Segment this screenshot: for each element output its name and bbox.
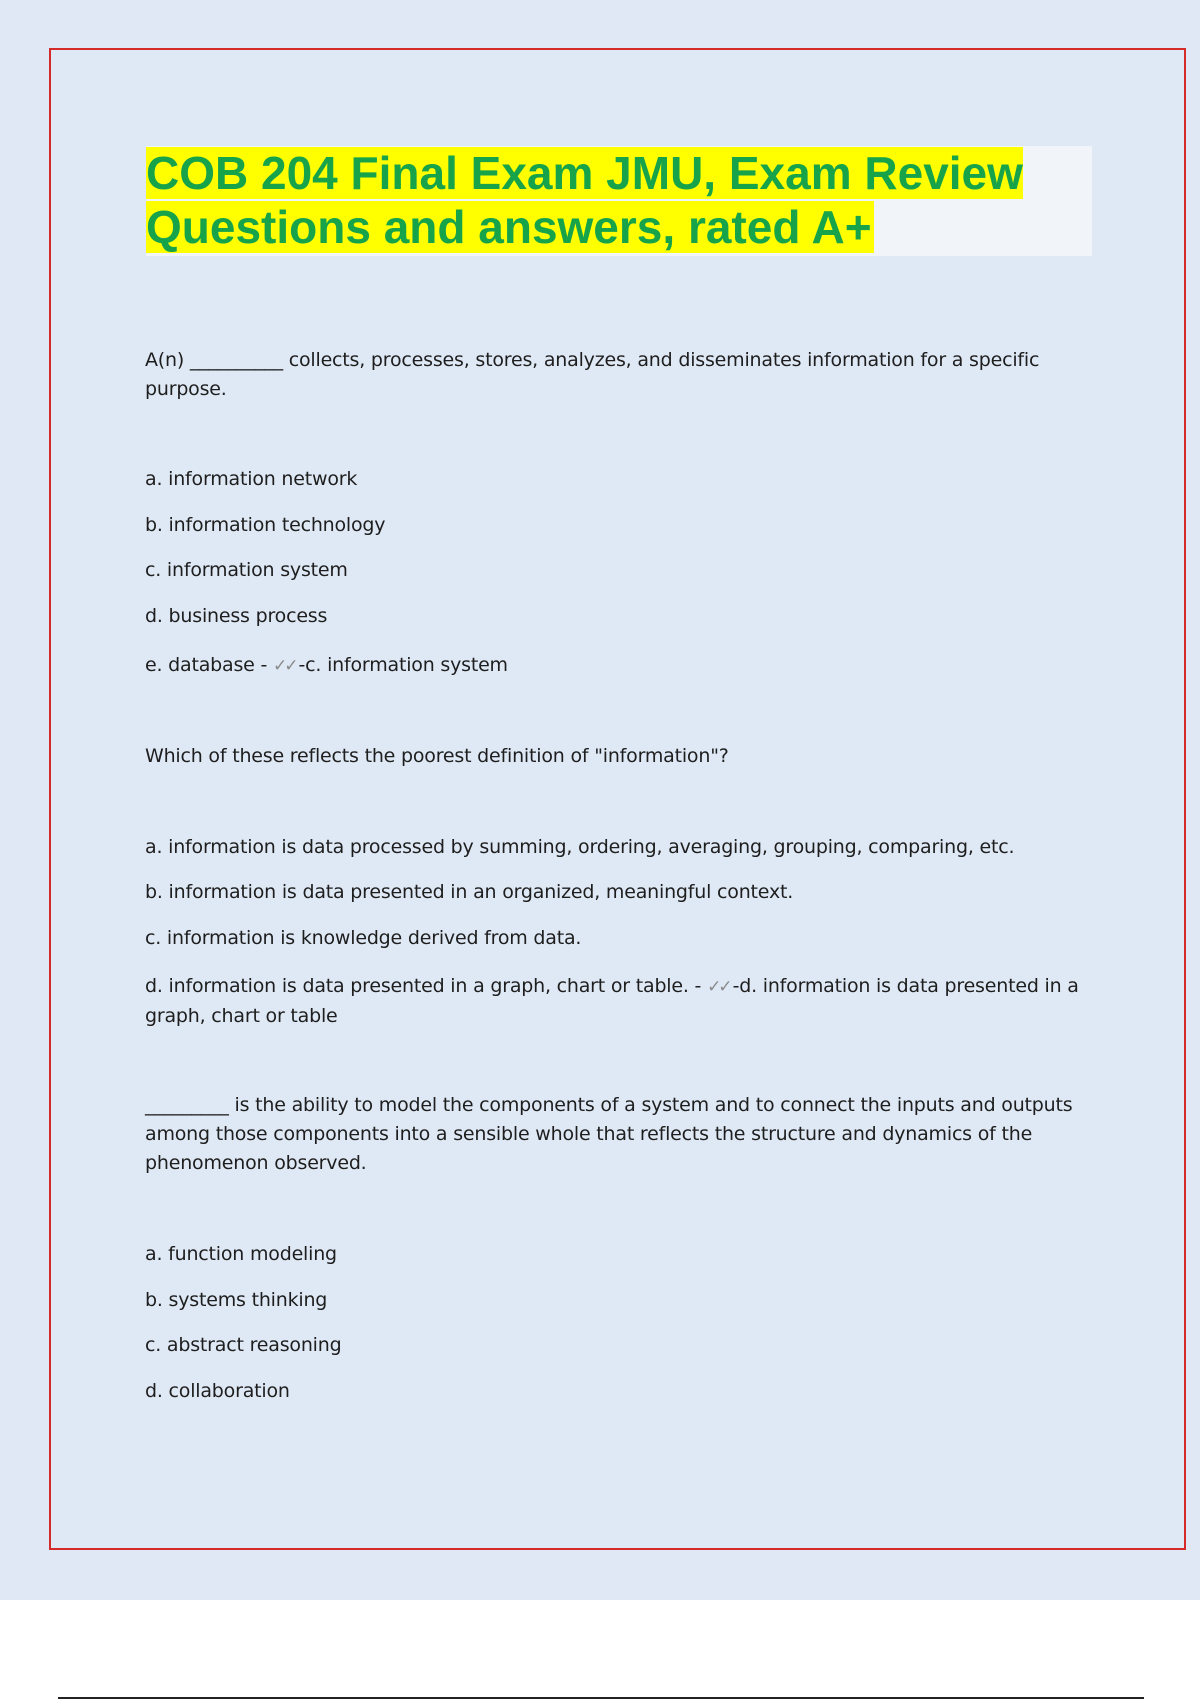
document-frame	[49, 48, 1186, 1550]
question-1-option-e	[145, 651, 1095, 681]
question-2-option-d	[145, 972, 1095, 1031]
bottom-divider	[58, 1697, 1144, 1699]
document-title	[146, 146, 1092, 254]
question-2-answer: -d. information is data presented in a graph, chart or table	[145, 975, 1079, 1027]
question-1-option-e-text: e. database -	[145, 654, 273, 676]
title-highlight: COB 204 Final Exam JMU, Exam Review Questions and answers, rated A+	[146, 147, 1023, 253]
question-3-option-a: a. function modeling	[145, 1243, 337, 1265]
question-1-option-d: d. business process	[145, 605, 328, 627]
question-3-option-d: d. collaboration	[145, 1380, 290, 1402]
question-1-option-c: c. information system	[145, 559, 348, 581]
question-3-option-c: c. abstract reasoning	[145, 1334, 342, 1356]
question-1-stem: A(n) __________ collects, processes, stores, analyzes, and disseminates information for a specific purpose.	[145, 349, 1040, 400]
question-1-option-b: b. information technology	[145, 514, 386, 536]
question-2-option-d-text: d. information is data presented in a graph, chart or table. -	[145, 975, 708, 997]
question-3-option-b: b. systems thinking	[145, 1289, 328, 1311]
question-2-option-a: a. information is data processed by summing, ordering, averaging, grouping, comparing, etc.	[145, 836, 1015, 858]
double-check-icon: ✓✓	[707, 977, 730, 997]
question-2-stem: Which of these reflects the poorest definition of "information"?	[145, 745, 729, 767]
question-2-option-b: b. information is data presented in an organized, meaningful context.	[145, 881, 794, 903]
question-1-answer: -c. information system	[298, 654, 508, 676]
question-2-option-c: c. information is knowledge derived from data.	[145, 927, 582, 949]
question-1-option-a: a. information network	[145, 468, 358, 490]
double-check-icon: ✓✓	[273, 656, 296, 676]
question-3-stem: _________ is the ability to model the components of a system and to connect the inputs and outputs among those components into a sensible whole that reflects the structure and dynamics of the phenomenon observed.	[145, 1094, 1073, 1174]
